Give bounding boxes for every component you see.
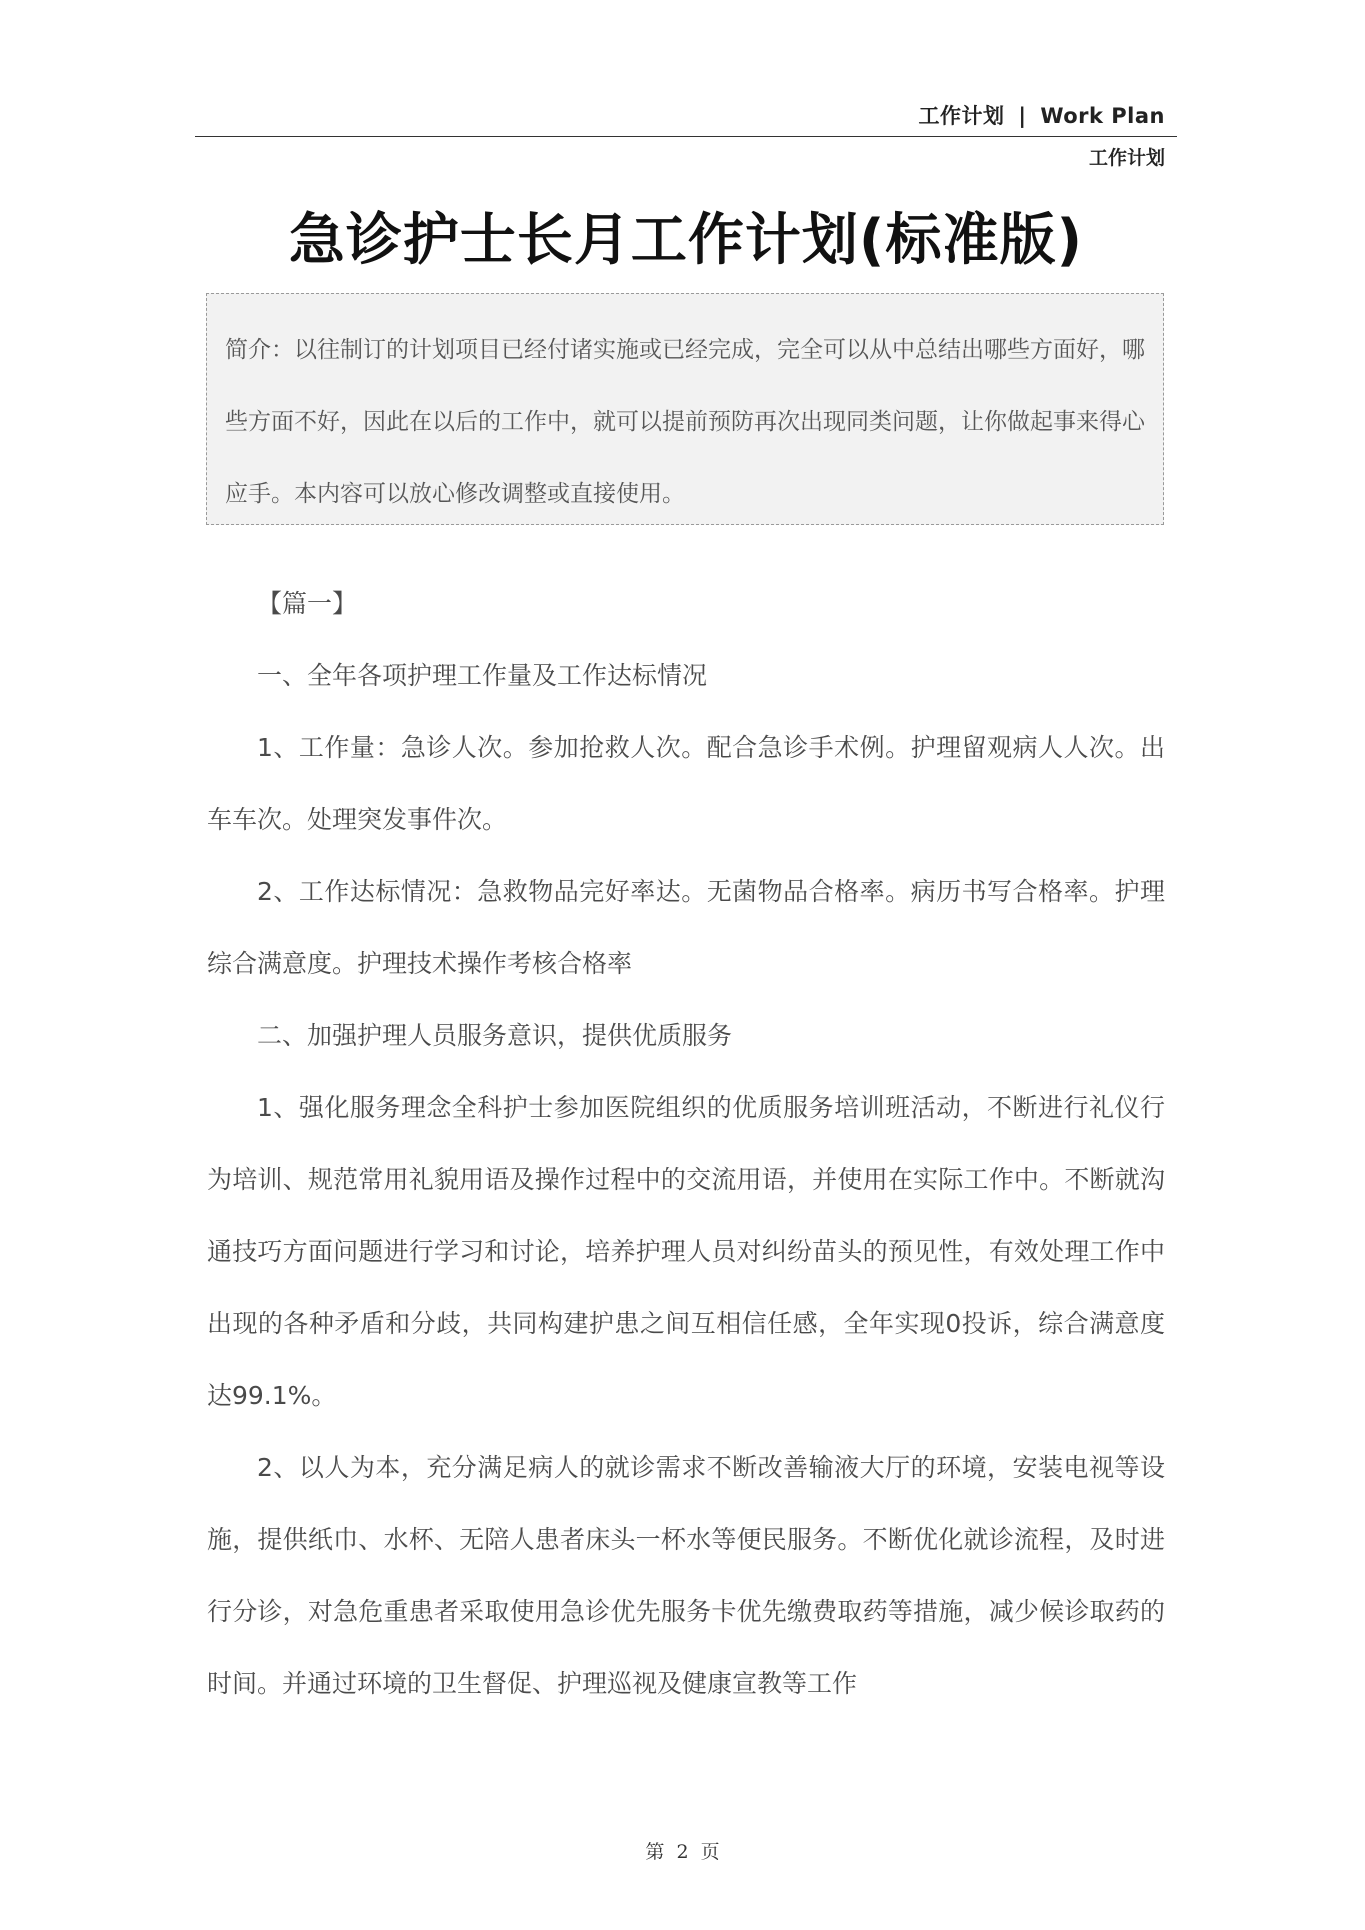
header-separator: | — [1018, 104, 1027, 128]
summary-box — [206, 293, 1164, 525]
header-label-en: Work Plan — [1040, 104, 1165, 128]
body-paragraph: 1、工作量：急诊人次。参加抢救人次。配合急诊手术例。护理留观病人人次。出车车次。处理突发事件次。 — [207, 733, 1165, 834]
body-paragraph: 2、以人为本，充分满足病人的就诊需求不断改善输液大厅的环境，安装电视等设施，提供纸巾、水杯、无陪人患者床头一杯水等便民服务。不断优化就诊流程，及时进行分诊，对急危重患者采取使用急诊优先服务卡优先缴费取药等措施，减少候诊取药的时间。并通过环境的卫生督促、护理巡视及健康宣教等工作 — [207, 1453, 1165, 1698]
header-rule — [195, 136, 1177, 137]
document-body — [207, 568, 1165, 1720]
section-label: 【篇一】 — [257, 589, 358, 618]
body-paragraph: 1、强化服务理念全科护士参加医院组织的优质服务培训班活动，不断进行礼仪行为培训、规范常用礼貌用语及操作过程中的交流用语，并使用在实际工作中。不断就沟通技巧方面问题进行学习和讨论，培养护理人员对纠纷苗头的预见性，有效处理工作中出现的各种矛盾和分歧，共同构建护患之间互相信任感，全年实现0投诉，综合满意度达99.1%。 — [207, 1093, 1165, 1410]
page-number: 2 — [676, 1841, 689, 1863]
header-subtitle: 工作计划 — [1088, 147, 1165, 169]
running-header — [919, 100, 1165, 130]
section-heading: 二、加强护理人员服务意识，提供优质服务 — [257, 1021, 733, 1050]
document-title: 急诊护士长月工作计划(标准版) — [288, 208, 1084, 273]
summary-text: 简介：以往制订的计划项目已经付诸实施或已经完成，完全可以从中总结出哪些方面好，哪些方面不好，因此在以后的工作中，就可以提前预防再次出现同类问题，让你做起事来得心应手。本内容可以放心修改调整或直接使用。 — [225, 337, 1145, 507]
body-paragraph: 2、工作达标情况：急救物品完好率达。无菌物品合格率。病历书写合格率。护理综合满意度。护理技术操作考核合格率 — [207, 877, 1165, 978]
page-footer — [0, 1837, 1365, 1864]
footer-prefix: 第 — [645, 1841, 665, 1863]
footer-suffix: 页 — [700, 1841, 720, 1863]
header-label-cn: 工作计划 — [918, 104, 1005, 128]
section-heading: 一、全年各项护理工作量及工作达标情况 — [257, 661, 708, 690]
